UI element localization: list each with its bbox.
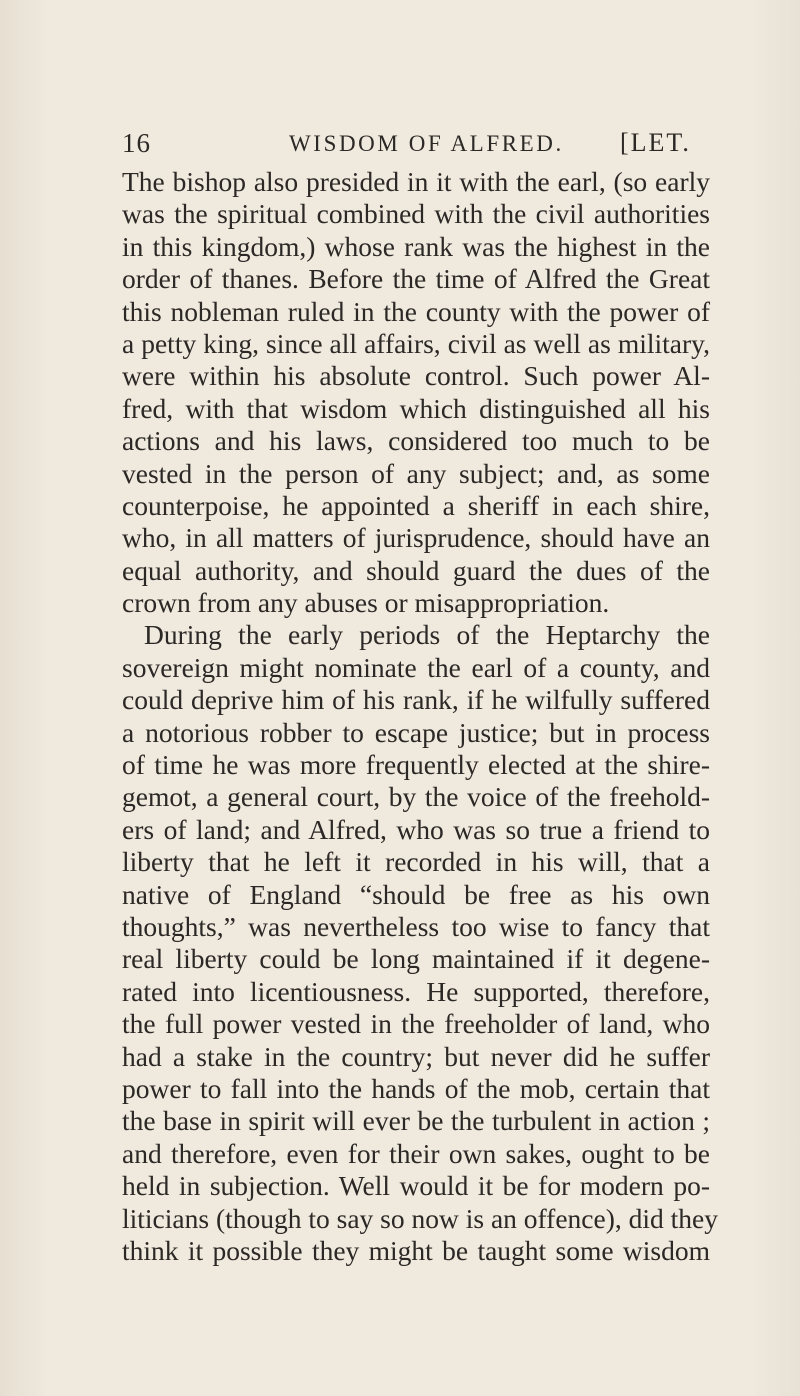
text-line: who, in all matters of jurisprudence, should have an — [122, 522, 710, 554]
text-line: sovereign might nominate the earl of a county, and — [122, 651, 710, 683]
text-line: held in subjection. Well would it be for modern po- — [122, 1170, 710, 1202]
text-line: liticians (though to say so now is an offence), did they — [122, 1202, 718, 1234]
text-line: had a stake in the country; but never did he suffer — [122, 1040, 710, 1072]
text-line: liberty that he left it recorded in his will, that a — [122, 846, 710, 878]
text-line: ers of land; and Alfred, who was so true a friend to — [122, 813, 710, 845]
body-text — [122, 166, 718, 1267]
text-line: the full power vested in the freeholder of land, who — [122, 1008, 710, 1040]
text-line: order of thanes. Before the time of Alfred the Great — [122, 263, 710, 295]
text-line: gemot, a general court, by the voice of the freehold- — [122, 781, 710, 813]
text-line: counterpoise, he appointed a sheriff in each shire, — [122, 489, 710, 521]
text-line: was the spiritual combined with the civil authorities — [122, 198, 710, 230]
text-line: a petty king, since all affairs, civil as well as military, — [122, 327, 710, 359]
running-title: WISDOM OF ALFRED. — [289, 131, 564, 156]
paragraph-start-line: During the early periods of the Heptarchy the — [144, 619, 710, 651]
text-line: fred, with that wisdom which distinguished all his — [122, 392, 710, 424]
text-line: equal authority, and should guard the dues of the — [122, 554, 710, 586]
running-tag: [LET. — [620, 128, 691, 157]
text-line: think it possible they might be taught some wisdom — [122, 1234, 710, 1266]
text-line: rated into licentiousness. He supported, therefore, — [122, 975, 710, 1007]
text-line: a notorious robber to escape justice; but in process — [122, 716, 710, 748]
text-line: of time he was more frequently elected at the shire- — [122, 749, 710, 781]
text-line: power to fall into the hands of the mob, certain that — [122, 1072, 710, 1104]
text-line: thoughts,” was nevertheless too wise to fancy that — [122, 910, 710, 942]
text-line: could deprive him of his rank, if he wilfully suffered — [122, 684, 710, 716]
text-line: native of England “should be free as his own — [122, 878, 710, 910]
text-line: actions and his laws, considered too much to be — [122, 425, 710, 457]
text-line: the base in spirit will ever be the turbulent in action ; — [122, 1105, 710, 1137]
text-line: in this kingdom,) whose rank was the highest in the — [122, 230, 710, 262]
text-line: and therefore, even for their own sakes, ought to be — [122, 1137, 710, 1169]
text-line: real liberty could be long maintained if it degene- — [122, 943, 710, 975]
text-line: The bishop also presided in it with the earl, (so early — [122, 166, 710, 197]
paragraph-end-line: crown from any abuses or misappropriation. — [122, 587, 610, 619]
page-header — [122, 128, 712, 168]
text-line: vested in the person of any subject; and, as some — [122, 457, 710, 489]
text-line: this nobleman ruled in the county with the power of — [122, 295, 710, 327]
text-line: were within his absolute control. Such power Al- — [122, 360, 710, 392]
page-number: 16 — [122, 128, 151, 158]
